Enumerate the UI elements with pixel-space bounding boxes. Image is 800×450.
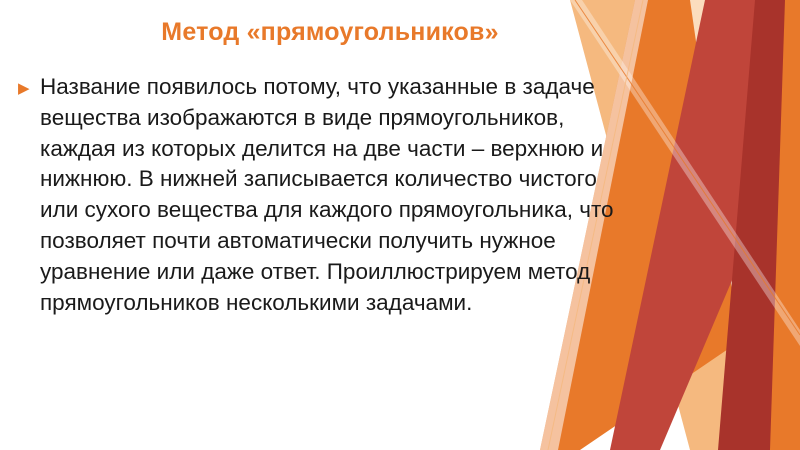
slide-body-text: Название появилось потому, что указанные в задаче вещества изображаются в виде прямоугольников, каждая из которых делится на две части – верхнюю и нижнюю. В нижней записывается количество чистого или сухого вещества для каждого прямоугольника, что позволяет почти автоматически получить нужное уравнение или даже ответ. Проиллюстрируем метод прямоугольников несколькими задачами. [40,74,614,315]
bullet-list-item [18,72,628,319]
slide-title: Метод «прямоугольников» [161,18,499,46]
triangle-bullet-icon: ▶ [18,80,30,97]
